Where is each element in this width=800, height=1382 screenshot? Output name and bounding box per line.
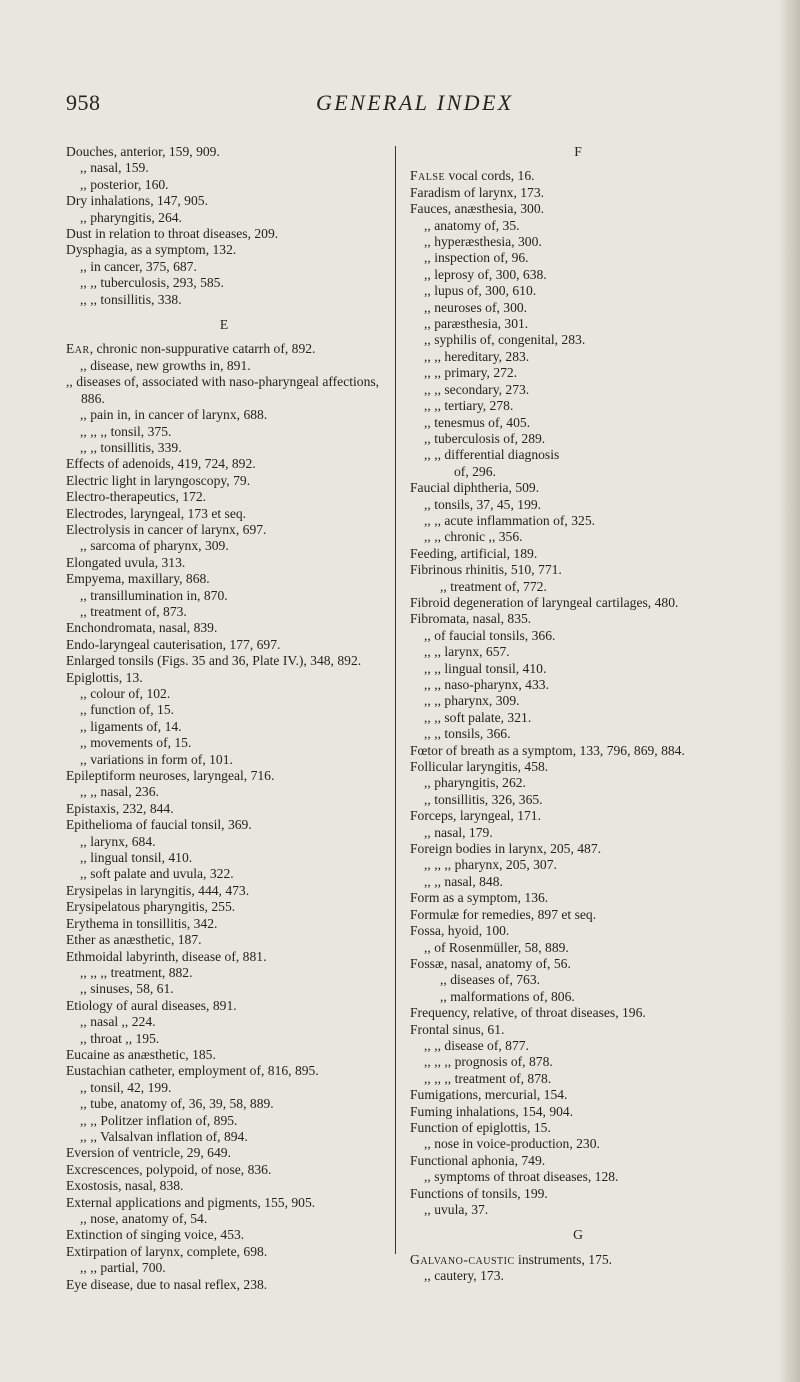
index-entry: Epileptiform neuroses, laryngeal, 716.: [66, 768, 275, 784]
e-entries: [66, 341, 382, 1293]
letter-heading-f: F: [574, 144, 582, 159]
index-entry: ,, lingual tonsil, 410.: [80, 850, 193, 866]
index-entry: ,, lupus of, 300, 610.: [424, 283, 537, 299]
index-entry: ,, tenesmus of, 405.: [424, 414, 531, 430]
index-entry: Ether as anæsthetic, 187.: [66, 932, 202, 948]
index-entry: Excrescences, polypoid, of nose, 836.: [66, 1161, 272, 1177]
index-entry: Faucial diphtheria, 509.: [410, 480, 540, 496]
index-entry: ,, nasal ,, 224.: [80, 1014, 156, 1030]
entry-rest: vocal cords, 16.: [445, 168, 535, 184]
index-entry: [66, 341, 382, 357]
index-entry: Empyema, maxillary, 868.: [66, 571, 210, 587]
index-entry: Functions of tonsils, 199.: [410, 1185, 548, 1201]
index-entry: of, 296.: [454, 463, 496, 479]
index-entry: Fibromata, nasal, 835.: [410, 611, 532, 627]
index-entry: Foreign bodies in larynx, 205, 487.: [410, 841, 602, 857]
index-entry: Dysphagia, as a symptom, 132.: [66, 242, 237, 258]
index-entry: ,, transillumination in, 870.: [80, 587, 228, 603]
index-entry: ,, ,, ,, pharynx, 205, 307.: [424, 857, 557, 873]
d-entries: [66, 144, 382, 308]
index-entry: Fossæ, nasal, anatomy of, 56.: [410, 955, 571, 971]
letter-heading-g: G: [573, 1227, 583, 1243]
index-entry: ,, movements of, 15.: [80, 735, 192, 751]
index-entry: Dry inhalations, 147, 905.: [66, 193, 208, 209]
index-entry: ,, disease, new growths in, 891.: [80, 357, 251, 373]
index-entry: Erysipelas in laryngitis, 444, 473.: [66, 882, 250, 898]
index-entry: ,, ,, naso-pharynx, 433.: [424, 677, 549, 692]
index-entry: ,, treatment of, 772.: [440, 578, 547, 594]
index-entry: ,, ,, ,, treatment, 882.: [80, 964, 193, 980]
index-entry: ,, ,, Politzer inflation of, 895.: [80, 1112, 238, 1128]
index-entry: Electric light in laryngoscopy, 79.: [66, 472, 251, 488]
index-entry: Faradism of larynx, 173.: [410, 184, 545, 200]
index-entry: ,, tonsillitis, 326, 365.: [424, 791, 543, 807]
index-entry: ,, diseases of, associated with naso-pharyngeal affections, 886.: [66, 374, 380, 406]
index-entry: Ethmoidal labyrinth, disease of, 881.: [66, 948, 267, 964]
index-entry: ,, ,, primary, 272.: [424, 365, 518, 381]
index-entry: Enlarged tonsils (Figs. 35 and 36, Plate IV.), 348, 892.: [66, 653, 362, 669]
index-entry: Dust in relation to throat diseases, 209.: [66, 226, 279, 242]
index-entry: Form as a symptom, 136.: [410, 890, 549, 906]
index-entry: ,, nasal, 179.: [424, 824, 493, 840]
index-entry: ,, ,, ,, prognosis of, 878.: [424, 1054, 553, 1070]
index-entry: External applications and pigments, 155, 905.: [66, 1194, 316, 1210]
index-entry: Exostosis, nasal, 838.: [66, 1178, 184, 1194]
index-entry: ,, uvula, 37.: [424, 1202, 489, 1217]
left-column: [66, 144, 382, 1293]
index-entry: Epithelioma of faucial tonsil, 369.: [66, 817, 252, 833]
index-entry: Electro-therapeutics, 172.: [66, 489, 207, 505]
index-entry: Frontal sinus, 61.: [410, 1021, 505, 1037]
entry-lead-word: Galvano-caustic: [410, 1251, 515, 1267]
index-entry: ,, nose, anatomy of, 54.: [80, 1211, 208, 1226]
index-entry: ,, pharyngitis, 262.: [424, 775, 526, 791]
entry-rest: , chronic non-suppurative catarrh of, 892.: [89, 341, 316, 357]
index-entry: ,, larynx, 684.: [80, 833, 156, 849]
index-entry: ,, ,, hereditary, 283.: [424, 348, 530, 364]
index-entry: ,, ,, secondary, 273.: [424, 381, 530, 397]
index-entry: ,, ,, ,, treatment of, 878.: [424, 1070, 552, 1086]
index-entry: Eucaine as anæsthetic, 185.: [66, 1046, 216, 1062]
right-column: [410, 144, 746, 1285]
index-entry: ,, function of, 15.: [80, 702, 175, 718]
index-entry: ,, neuroses of, 300.: [424, 299, 528, 315]
index-entry: Eustachian catheter, employment of, 816, 895.: [66, 1063, 319, 1079]
index-entry: Erythema in tonsillitis, 342.: [66, 915, 218, 931]
index-entry: ,, tube, anatomy of, 36, 39, 58, 889.: [80, 1096, 274, 1112]
index-entry: ,, diseases of, 763.: [440, 972, 541, 988]
index-entry: ,, ligaments of, 14.: [80, 718, 182, 734]
index-entry: ,, cautery, 173.: [424, 1268, 504, 1284]
index-entry: ,, symptoms of throat diseases, 128.: [424, 1169, 619, 1185]
index-entry: ,, syphilis of, congenital, 283.: [424, 332, 586, 348]
index-entry: ,, ,, tonsillitis, 339.: [80, 439, 182, 455]
index-entry: ,, ,, differential diagnosis: [424, 447, 560, 463]
index-entry: Fumigations, mercurial, 154.: [410, 1087, 568, 1103]
index-entry: ,, pain in, in cancer of larynx, 688.: [80, 407, 268, 423]
index-entry: ,, anatomy of, 35.: [424, 217, 520, 233]
entry-lead-word: Ear: [66, 341, 90, 357]
g-entries: [410, 1252, 746, 1285]
index-entry: ,, tuberculosis of, 289.: [424, 430, 546, 446]
index-entry: ,, ,, tertiary, 278.: [424, 398, 514, 414]
index-entry: ,, soft palate and uvula, 322.: [80, 866, 234, 882]
index-entry: ,, ,, nasal, 236.: [80, 784, 159, 800]
index-entry: Epiglottis, 13.: [66, 669, 143, 685]
index-entry: Formulæ for remedies, 897 et seq.: [410, 906, 597, 922]
index-entry: ,, tonsil, 42, 199.: [80, 1079, 172, 1095]
index-entry: ,, of faucial tonsils, 366.: [424, 627, 556, 643]
index-entry: Fossa, hyoid, 100.: [410, 923, 510, 939]
index-entry: ,, ,, pharynx, 309.: [424, 693, 520, 709]
letter-heading-e: E: [219, 317, 229, 333]
entry-rest: instruments, 175.: [514, 1251, 613, 1267]
index-entry: ,, ,, larynx, 657.: [424, 644, 510, 660]
running-head: GENERAL INDEX: [316, 90, 514, 115]
page-edge-shadow: [778, 0, 800, 1382]
index-entry: ,, ,, ,, tonsil, 375.: [80, 423, 172, 439]
index-entry: ,, ,, tuberculosis, 293, 585.: [80, 275, 224, 291]
index-entry: Frequency, relative, of throat diseases, 196.: [410, 1005, 646, 1021]
index-entry: Enchondromata, nasal, 839.: [66, 620, 218, 636]
index-entry: ,, treatment of, 873.: [80, 603, 187, 619]
index-entry: ,, sinuses, 58, 61.: [80, 981, 174, 997]
index-entry: Eversion of ventricle, 29, 649.: [66, 1145, 231, 1161]
index-entry: ,, leprosy of, 300, 638.: [424, 266, 547, 282]
index-entry: ,, ,, disease of, 877.: [424, 1037, 529, 1053]
index-entry: Feeding, artificial, 189.: [410, 545, 538, 561]
index-entry: ,, ,, partial, 700.: [80, 1260, 166, 1276]
index-entry: Elongated uvula, 313.: [66, 554, 186, 570]
index-entry: [410, 1252, 746, 1268]
index-entry: Forceps, laryngeal, 171.: [410, 808, 541, 824]
index-entry: ,, ,, chronic ,, 356.: [424, 529, 523, 545]
index-entry: ,, ,, soft palate, 321.: [424, 709, 532, 725]
index-entry: Fauces, anæsthesia, 300.: [410, 201, 545, 217]
index-entry: Fibroid degeneration of laryngeal cartilages, 480.: [410, 594, 679, 610]
index-entry: ,, sarcoma of pharynx, 309.: [80, 538, 229, 554]
f-entries: [410, 168, 746, 1218]
index-entry: Douches, anterior, 159, 909.: [66, 144, 220, 159]
index-entry: ,, variations in form of, 101.: [80, 751, 233, 767]
index-entry: ,, nose in voice-production, 230.: [424, 1136, 600, 1152]
entry-lead-word: False: [410, 168, 446, 184]
index-entry: Epistaxis, 232, 844.: [66, 800, 174, 816]
index-entry: ,, ,, tonsils, 366.: [424, 726, 511, 742]
index-entry: Fibrinous rhinitis, 510, 771.: [410, 562, 562, 578]
index-entry: ,, ,, tonsillitis, 338.: [80, 291, 182, 307]
index-entry: Electrolysis in cancer of larynx, 697.: [66, 521, 267, 537]
index-entry: ,, posterior, 160.: [80, 176, 169, 192]
page-header: [0, 90, 800, 122]
index-entry: ,, hyperæsthesia, 300.: [424, 234, 542, 250]
index-entry: ,, colour of, 102.: [80, 686, 171, 701]
index-entry: ,, malformations of, 806.: [440, 988, 575, 1004]
index-entry: ,, ,, nasal, 848.: [424, 873, 503, 889]
index-entry: ,, ,, lingual tonsil, 410.: [424, 660, 547, 676]
index-entry: Function of epiglottis, 15.: [410, 1119, 551, 1135]
column-divider: [395, 146, 396, 1254]
index-entry: ,, ,, Valsalvan inflation of, 894.: [80, 1128, 248, 1144]
index-entry: ,, tonsils, 37, 45, 199.: [424, 496, 542, 512]
index-entry: Erysipelatous pharyngitis, 255.: [66, 899, 236, 915]
index-entry: [410, 168, 746, 184]
page-number: 958: [66, 90, 101, 115]
index-entry: Extinction of singing voice, 453.: [66, 1227, 245, 1243]
index-entry: ,, ,, acute inflammation of, 325.: [424, 512, 596, 528]
index-entry: Eye disease, due to nasal reflex, 238.: [66, 1276, 268, 1292]
index-entry: Etiology of aural diseases, 891.: [66, 997, 237, 1013]
index-entry: ,, in cancer, 375, 687.: [80, 258, 197, 274]
index-entry: Electrodes, laryngeal, 173 et seq.: [66, 505, 247, 521]
index-entry: ,, of Rosenmüller, 58, 889.: [424, 939, 569, 955]
index-entry: ,, pharyngitis, 264.: [80, 209, 182, 225]
index-entry: ,, paræsthesia, 301.: [424, 316, 529, 332]
index-entry: Extirpation of larynx, complete, 698.: [66, 1243, 268, 1259]
index-entry: Endo-laryngeal cauterisation, 177, 697.: [66, 636, 281, 652]
index-entry: ,, throat ,, 195.: [80, 1030, 160, 1046]
index-entry: ,, inspection of, 96.: [424, 250, 529, 266]
index-entry: Fuming inhalations, 154, 904.: [410, 1103, 574, 1119]
index-entry: Follicular laryngitis, 458.: [410, 759, 549, 775]
index-entry: Fœtor of breath as a symptom, 133, 796, 869, 884.: [410, 742, 685, 758]
index-entry: Effects of adenoids, 419, 724, 892.: [66, 456, 256, 472]
index-entry: Functional aphonia, 749.: [410, 1152, 546, 1168]
index-entry: ,, nasal, 159.: [80, 160, 149, 176]
